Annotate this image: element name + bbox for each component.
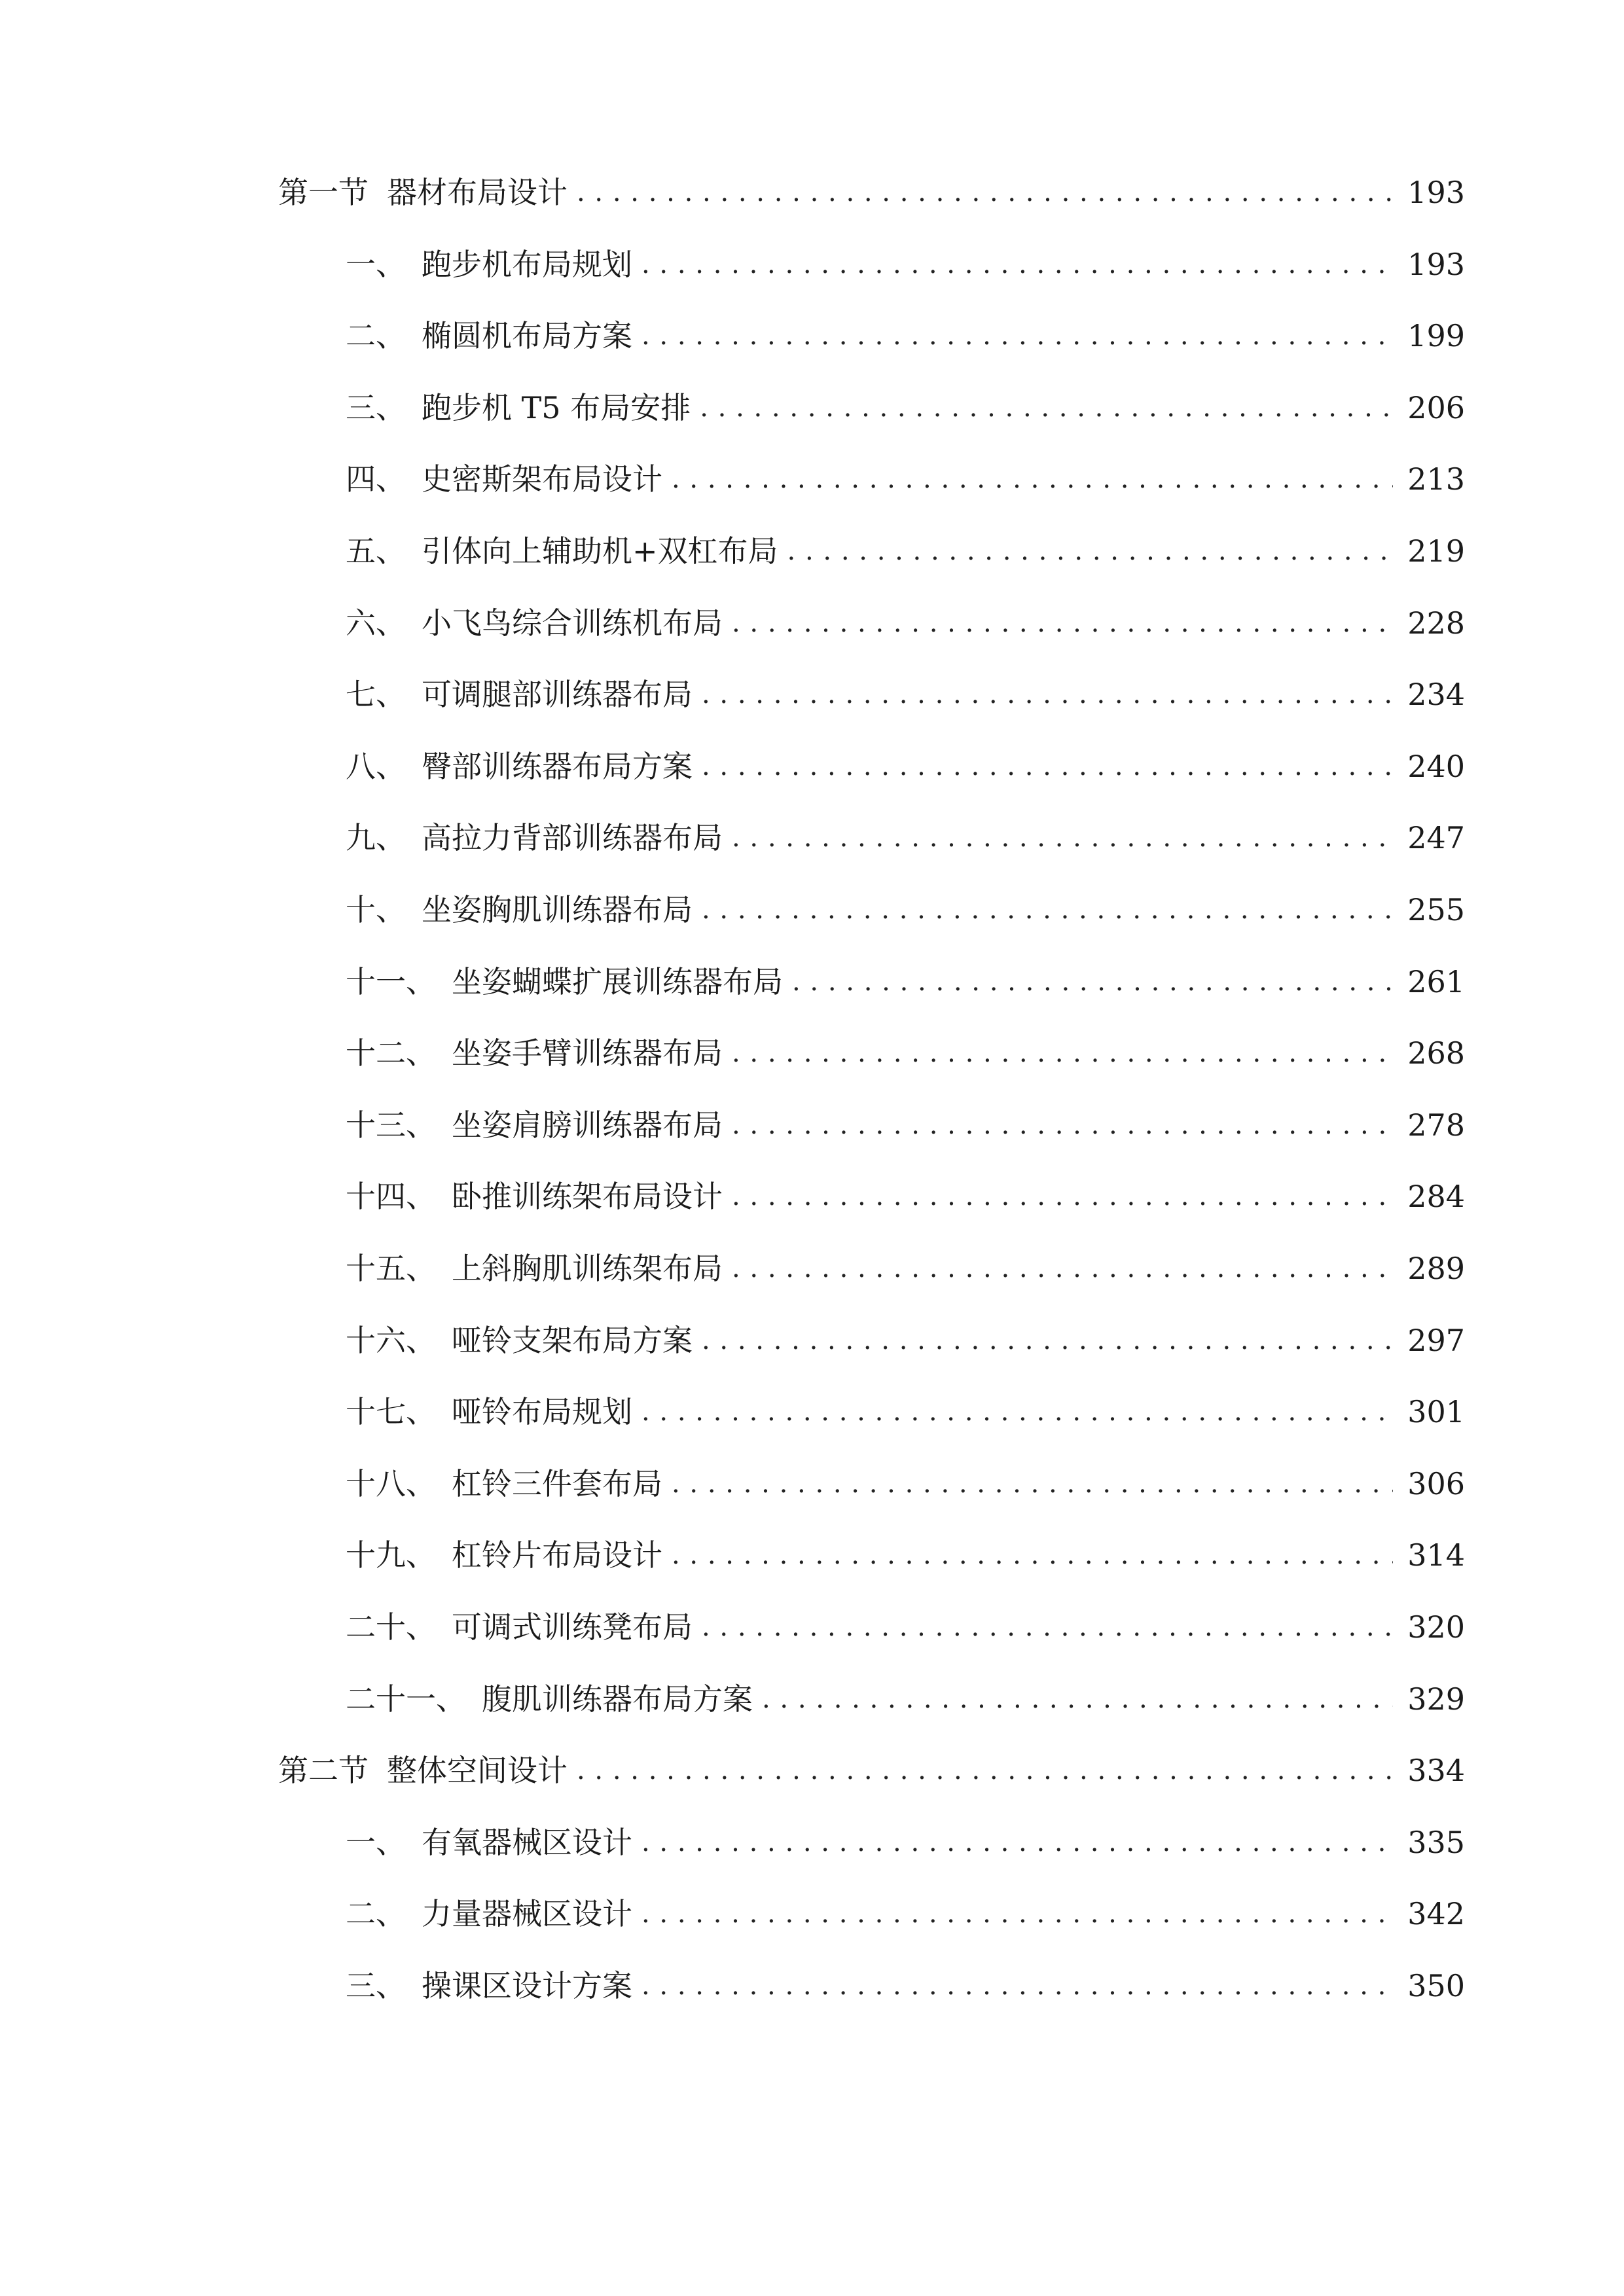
toc-entry-page-number: 240	[1407, 748, 1465, 784]
toc-entry-title: 臀部训练器布局方案	[422, 748, 693, 784]
dot-leader	[641, 1386, 1393, 1438]
dot-leader	[700, 382, 1393, 434]
toc-entry-number: 第一节	[278, 175, 369, 210]
toc-entry-title: 高拉力背部训练器布局	[422, 820, 723, 856]
toc-entry-title: 跑步机布局规划	[422, 246, 632, 282]
toc-subsection-entry[interactable]	[0, 956, 1624, 1008]
toc-entry-title: 跑步机 T5 布局安排	[422, 389, 691, 425]
toc-entry-number: 四、	[346, 461, 406, 497]
toc-subsection-entry[interactable]	[0, 453, 1624, 505]
toc-entry-number: 二、	[346, 318, 406, 354]
toc-entry-number: 十九、	[346, 1537, 436, 1573]
toc-entry-title: 坐姿胸肌训练器布局	[422, 892, 693, 927]
toc-entry-page-number: 268	[1407, 1035, 1465, 1071]
toc-entry-page-number: 297	[1407, 1322, 1465, 1358]
dot-leader	[641, 1960, 1393, 2012]
toc-subsection-entry[interactable]	[0, 1673, 1624, 1725]
toc-entry-title: 力量器械区设计	[422, 1896, 632, 1932]
toc-subsection-entry[interactable]	[0, 310, 1624, 362]
toc-entry-title: 引体向上辅助机+双杠布局	[422, 533, 778, 569]
toc-entry-page-number: 255	[1407, 892, 1465, 927]
toc-entry-title: 史密斯架布局设计	[422, 461, 662, 497]
dot-leader	[732, 597, 1393, 649]
toc-entry-title: 可调腿部训练器布局	[422, 677, 693, 713]
toc-subsection-entry[interactable]	[0, 1099, 1624, 1151]
toc-entry-page-number: 278	[1407, 1107, 1465, 1143]
dot-leader	[641, 1816, 1393, 1869]
toc-entry-title: 卧推训练架布局设计	[452, 1179, 723, 1215]
dot-leader	[641, 310, 1393, 362]
toc-entry-title: 操课区设计方案	[422, 1968, 632, 2003]
dot-leader	[732, 1099, 1393, 1151]
toc-entry-page-number: 284	[1407, 1179, 1465, 1215]
toc-entry-page-number: 219	[1407, 533, 1465, 569]
dot-leader	[702, 740, 1393, 793]
dot-leader	[577, 166, 1393, 219]
toc-entry-page-number: 306	[1407, 1465, 1465, 1501]
toc-entry-title: 有氧器械区设计	[422, 1824, 632, 1860]
toc-entry-number: 十二、	[346, 1035, 436, 1071]
toc-entry-title: 上斜胸肌训练架布局	[452, 1251, 723, 1286]
dot-leader	[732, 1242, 1393, 1295]
toc-entry-title: 坐姿肩膀训练器布局	[452, 1107, 723, 1143]
toc-entry-number: 一、	[346, 246, 406, 282]
toc-entry-page-number: 329	[1407, 1681, 1465, 1717]
toc-entry-number: 第二节	[278, 1753, 369, 1789]
dot-leader	[792, 956, 1393, 1008]
toc-subsection-entry[interactable]	[0, 1242, 1624, 1295]
toc-entry-number: 七、	[346, 677, 406, 713]
toc-entry-number: 一、	[346, 1824, 406, 1860]
toc-subsection-entry[interactable]	[0, 1601, 1624, 1653]
toc-subsection-entry[interactable]	[0, 740, 1624, 793]
toc-subsection-entry[interactable]	[0, 382, 1624, 434]
toc-entry-title: 腹肌训练器布局方案	[482, 1681, 753, 1717]
toc-subsection-entry[interactable]	[0, 597, 1624, 649]
toc-entry-number: 十、	[346, 892, 406, 927]
dot-leader	[672, 453, 1393, 505]
toc-entry-page-number: 206	[1407, 389, 1465, 425]
toc-entry-title: 哑铃支架布局方案	[452, 1322, 693, 1358]
dot-leader	[732, 1170, 1393, 1223]
toc-subsection-entry[interactable]	[0, 1960, 1624, 2012]
toc-subsection-entry[interactable]	[0, 1458, 1624, 1510]
toc-entry-number: 九、	[346, 820, 406, 856]
toc-entry-number: 十六、	[346, 1322, 436, 1358]
toc-entry-page-number: 301	[1407, 1394, 1465, 1430]
toc-entry-number: 十一、	[346, 963, 436, 999]
toc-entry-page-number: 350	[1407, 1968, 1465, 2003]
toc-section-entry[interactable]	[0, 166, 1624, 219]
toc-entry-title: 器材布局设计	[387, 175, 568, 210]
toc-subsection-entry[interactable]	[0, 1314, 1624, 1367]
toc-entry-number: 二十、	[346, 1609, 436, 1645]
dot-leader	[787, 525, 1394, 577]
toc-entry-page-number: 342	[1407, 1896, 1465, 1932]
toc-entry-number: 六、	[346, 605, 406, 641]
toc-subsection-entry[interactable]	[0, 1386, 1624, 1438]
toc-entry-number: 十五、	[346, 1251, 436, 1286]
toc-entry-title: 小飞鸟综合训练机布局	[422, 605, 723, 641]
toc-entry-page-number: 193	[1407, 246, 1465, 282]
toc-entry-page-number: 247	[1407, 820, 1465, 856]
dot-leader	[672, 1458, 1393, 1510]
toc-entry-page-number: 335	[1407, 1824, 1465, 1860]
toc-entry-number: 十四、	[346, 1179, 436, 1215]
toc-entry-number: 八、	[346, 748, 406, 784]
toc-entry-title: 坐姿蝴蝶扩展训练器布局	[452, 963, 783, 999]
toc-entry-page-number: 228	[1407, 605, 1465, 641]
toc-entry-page-number: 261	[1407, 963, 1465, 999]
dot-leader	[641, 238, 1393, 291]
toc-entry-number: 五、	[346, 533, 406, 569]
toc-entry-number: 三、	[346, 1968, 406, 2003]
toc-subsection-entry[interactable]	[0, 1529, 1624, 1581]
toc-entry-title: 杠铃片布局设计	[452, 1537, 662, 1573]
toc-entry-title: 哑铃布局规划	[452, 1394, 632, 1430]
dot-leader	[732, 1027, 1393, 1079]
toc-entry-page-number: 234	[1407, 677, 1465, 713]
toc-subsection-entry[interactable]	[0, 812, 1624, 864]
toc-subsection-entry[interactable]	[0, 668, 1624, 721]
toc-entry-title: 整体空间设计	[387, 1753, 568, 1789]
dot-leader	[702, 1314, 1393, 1367]
toc-entry-number: 二、	[346, 1896, 406, 1932]
dot-leader	[702, 884, 1393, 936]
toc-entry-title: 坐姿手臂训练器布局	[452, 1035, 723, 1071]
dot-leader	[762, 1673, 1393, 1725]
dot-leader	[702, 1601, 1393, 1653]
toc-subsection-entry[interactable]	[0, 1816, 1624, 1869]
toc-subsection-entry[interactable]	[0, 884, 1624, 936]
toc-entry-number: 十七、	[346, 1394, 436, 1430]
toc-subsection-entry[interactable]	[0, 525, 1624, 577]
toc-entry-page-number: 193	[1407, 175, 1465, 210]
toc-entry-page-number: 199	[1407, 318, 1465, 354]
toc-entry-title: 椭圆机布局方案	[422, 318, 632, 354]
toc-entry-title: 杠铃三件套布局	[452, 1465, 662, 1501]
toc-entry-number: 三、	[346, 389, 406, 425]
toc-entry-page-number: 213	[1407, 461, 1465, 497]
toc-entry-number: 十八、	[346, 1465, 436, 1501]
toc-subsection-entry[interactable]	[0, 1170, 1624, 1223]
toc-entry-page-number: 334	[1407, 1753, 1465, 1789]
toc-section-entry[interactable]	[0, 1744, 1624, 1797]
toc-entry-number: 二十一、	[346, 1681, 466, 1717]
dot-leader	[702, 668, 1393, 721]
dot-leader	[672, 1529, 1393, 1581]
toc-entry-page-number: 314	[1407, 1537, 1465, 1573]
dot-leader	[577, 1744, 1393, 1797]
toc-entry-number: 十三、	[346, 1107, 436, 1143]
toc-entry-page-number: 320	[1407, 1609, 1465, 1645]
toc-subsection-entry[interactable]	[0, 1888, 1624, 1940]
toc-entry-page-number: 289	[1407, 1251, 1465, 1286]
dot-leader	[732, 812, 1393, 864]
toc-entry-title: 可调式训练凳布局	[452, 1609, 693, 1645]
toc-subsection-entry[interactable]	[0, 238, 1624, 291]
dot-leader	[641, 1888, 1393, 1940]
toc-subsection-entry[interactable]	[0, 1027, 1624, 1079]
